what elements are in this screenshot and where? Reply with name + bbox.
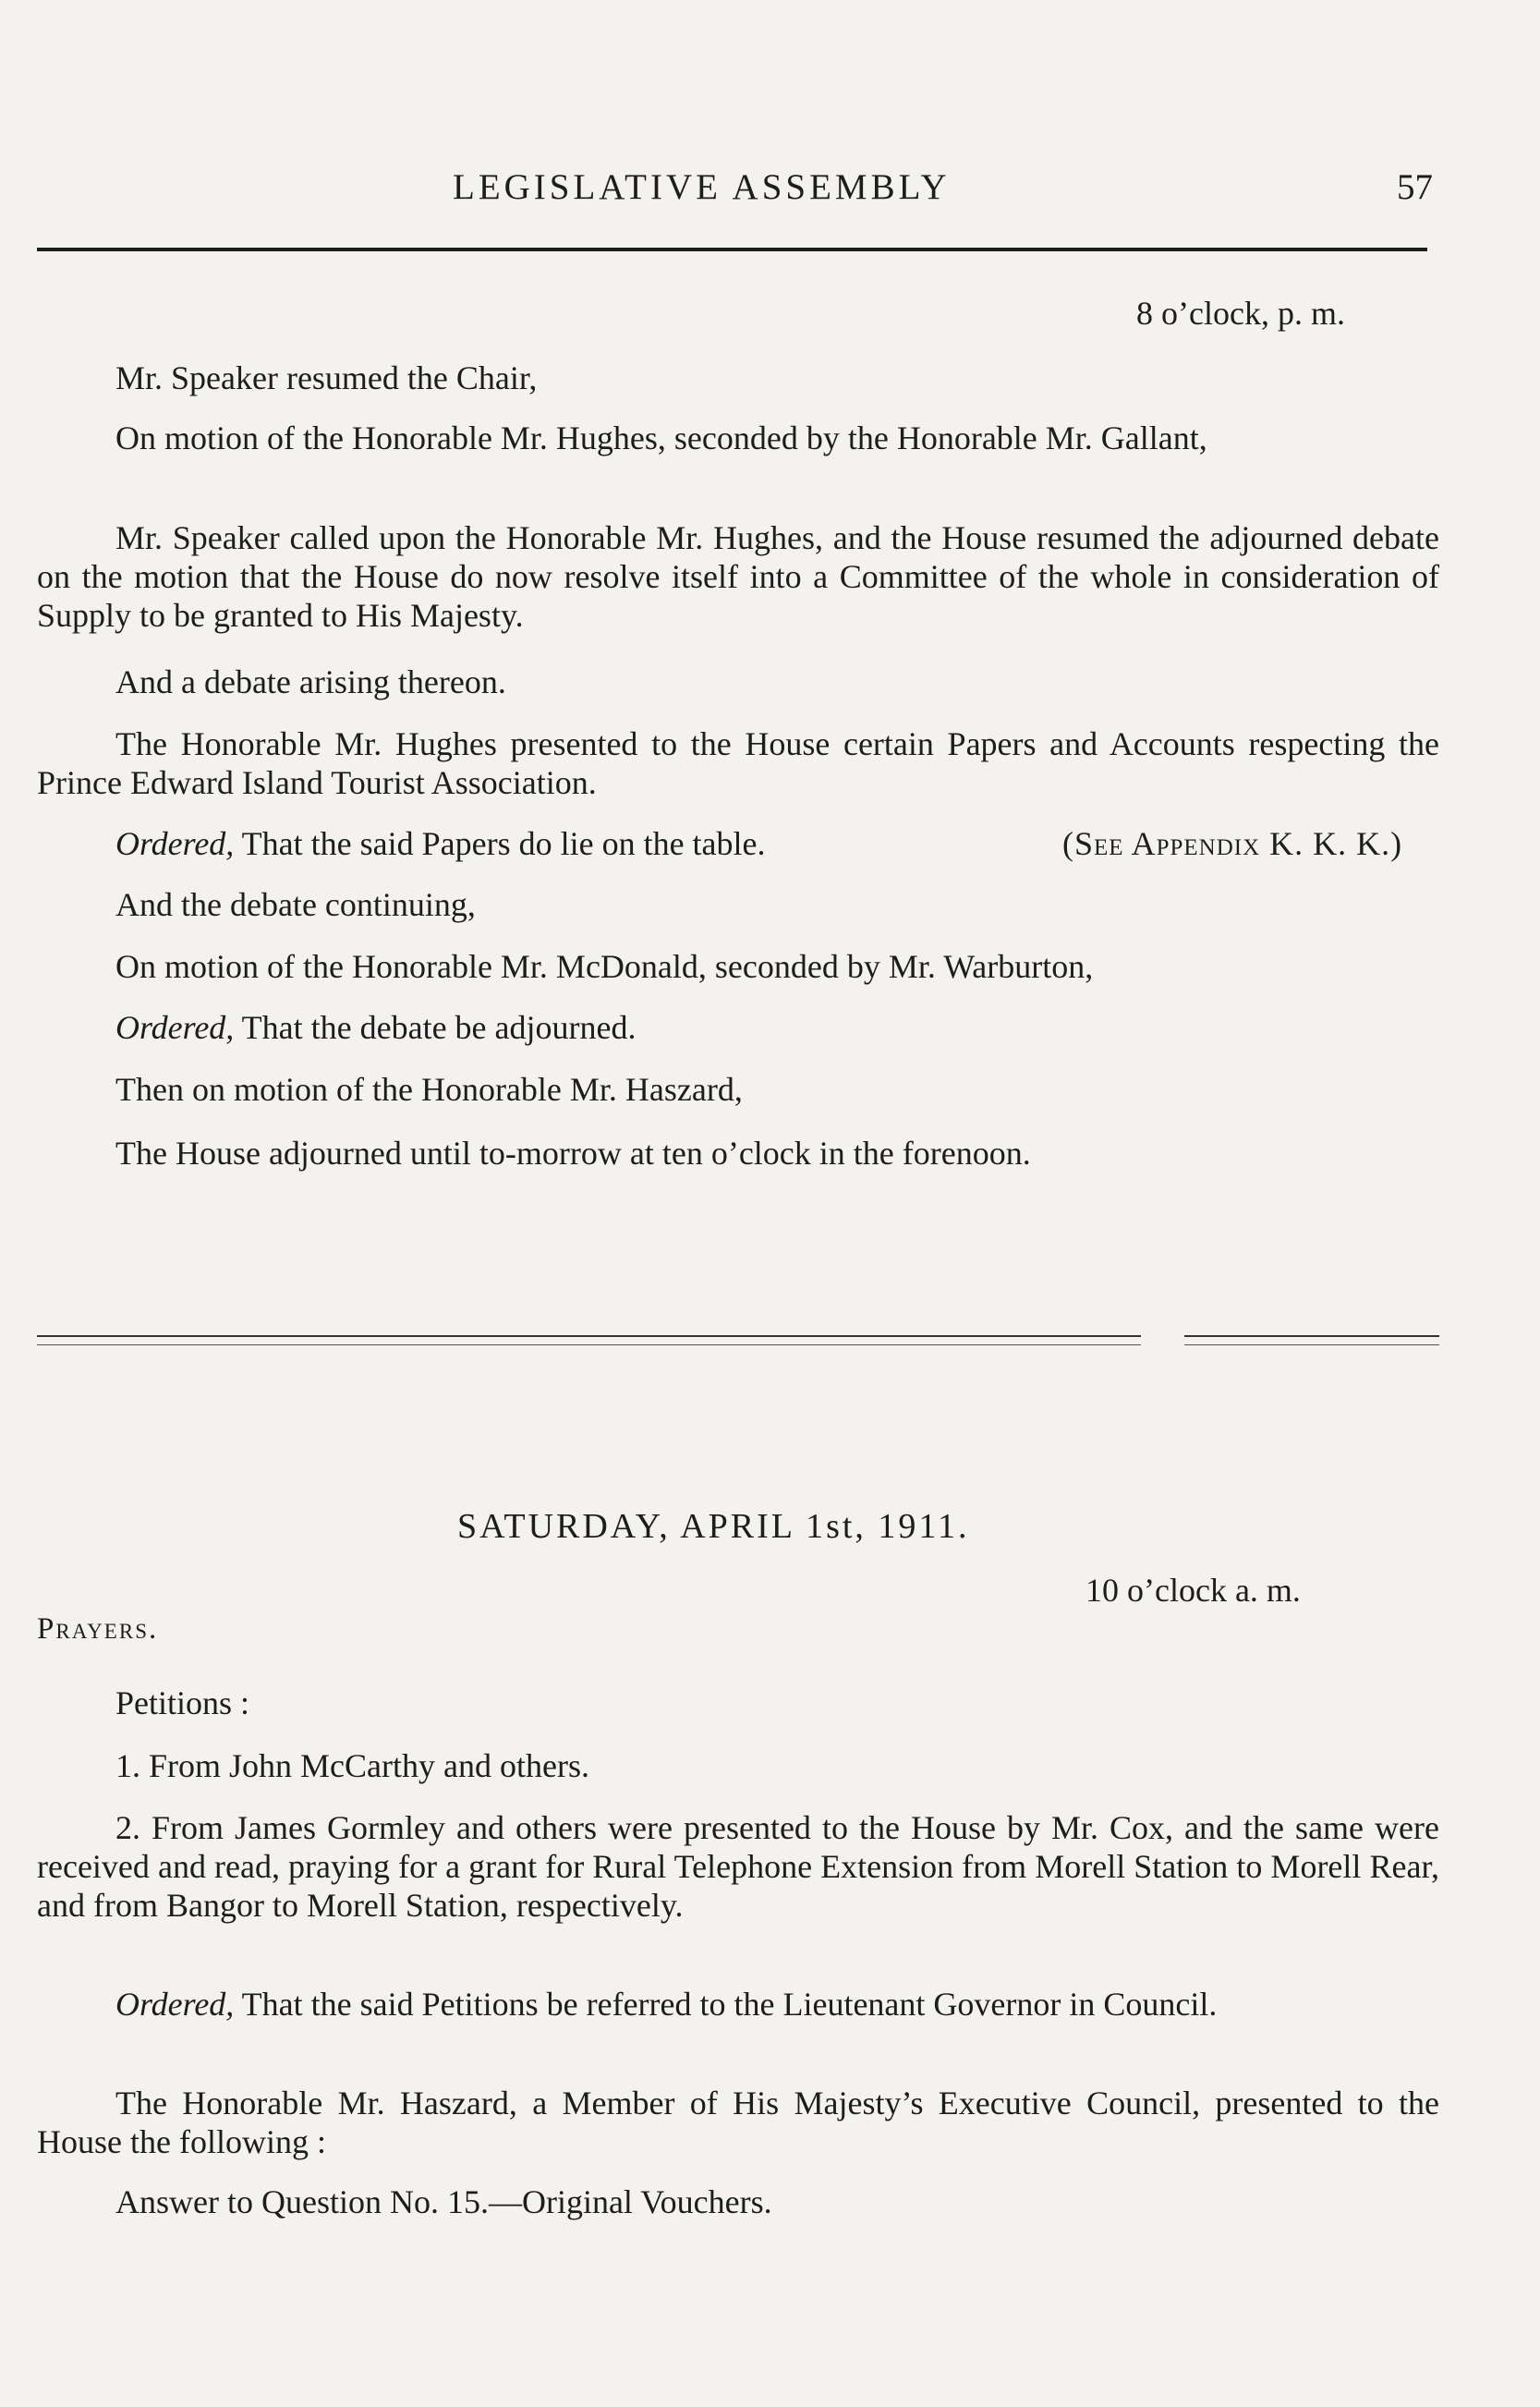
petitions-label: Petitions : <box>115 1684 250 1721</box>
motion-mcdonald-line: On motion of the Honorable Mr. McDonald, seconded by Mr. Warburton, <box>115 948 1094 985</box>
petition-1-line: 1. From John McCarthy and others. <box>115 1747 589 1784</box>
house-adjourned-line: The House adjourned until to-morrow at ten o’clock in the forenoon. <box>115 1135 1031 1172</box>
ordered-label: Ordered, <box>115 1986 235 2023</box>
debate-arising-paragraph: And a debate arising thereon. <box>115 663 506 700</box>
debate-continuing-line: And the debate continuing, <box>115 886 476 923</box>
motion-hughes-paragraph: On motion of the Honorable Mr. Hughes, seconded by the Honorable Mr. Gallant, <box>115 419 1207 456</box>
speaker-resumed-paragraph: Mr. Speaker resumed the Chair, <box>115 359 538 396</box>
speaker-called-paragraph: Mr. Speaker called upon the Honorable Mr. Hughes, and the House resumed the adjourned debate on the motion that the House do now resolve itself into a Committee of the whole in consideration of Supply to be granted to His Majesty. <box>37 519 1439 634</box>
section-divider-rule-thin <box>37 1344 1141 1345</box>
papers-presented-paragraph: The Honorable Mr. Hughes presented to the House certain Papers and Accounts respecting the Prince Edward Island Tourist Association. <box>37 725 1439 801</box>
motion-haszard-line: Then on motion of the Honorable Mr. Haszard, <box>115 1071 743 1108</box>
ordered-label: Ordered, <box>115 1009 235 1046</box>
ordered-papers-line <box>115 824 766 863</box>
section-divider-rule <box>37 1335 1141 1337</box>
ordered-petitions-text: That the said Petitions be referred to the Lieutenant Governor in Council. <box>241 1986 1218 2023</box>
haszard-presented-paragraph: The Honorable Mr. Haszard, a Member of His Majesty’s Executive Council, presented to the House the following : <box>37 2085 1439 2160</box>
ordered-adjourned-text: That the debate be adjourned. <box>241 1009 637 1046</box>
ordered-papers-text: That the said Papers do lie on the table. <box>241 825 766 862</box>
petition-2-paragraph: 2. From James Gormley and others were presented to the House by Mr. Cox, and the same were received and read, praying for a grant for Rural Telephone Extension from Morell Station to Morell Rear, and from Bangor to Morell Station, respectively. <box>37 1809 1439 1924</box>
ordered-adjourned-line <box>115 1008 637 1047</box>
evening-time: 8 o’clock, p. m. <box>1136 295 1345 332</box>
answer-question-line: Answer to Question No. 15.—Original Vouchers. <box>115 2183 772 2220</box>
page-number: 57 <box>1397 167 1433 207</box>
prayers-heading: Prayers. <box>37 1612 159 1646</box>
ordered-label: Ordered, <box>115 825 235 862</box>
header-rule <box>37 248 1427 251</box>
section-divider-rule-right <box>1184 1335 1439 1337</box>
running-head: LEGISLATIVE ASSEMBLY <box>453 167 951 207</box>
ordered-petitions-paragraph <box>37 1985 1439 2024</box>
morning-time: 10 o’clock a. m. <box>1085 1572 1301 1609</box>
date-heading: SATURDAY, APRIL 1st, 1911. <box>457 1507 970 1546</box>
section-divider-rule-right-thin <box>1184 1344 1439 1345</box>
appendix-reference: (See Appendix K. K. K.) <box>1062 825 1403 862</box>
